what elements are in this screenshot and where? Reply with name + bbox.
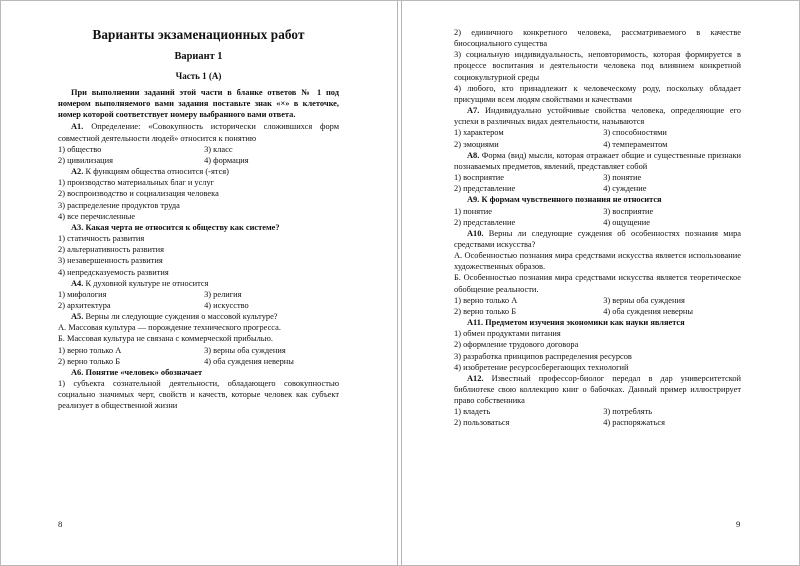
option-a12-1[interactable]: 1) владеть [454,407,491,417]
question-stem-a7 [454,105,741,127]
option-a5-4[interactable]: 4) оба суждения неверны [204,356,294,366]
question-stem-a2 [58,166,339,177]
question-text-a4: К духовной культуре не относится [85,278,209,288]
option-a10-2[interactable]: 2) верно только Б [454,306,517,316]
option-a2-1[interactable]: 1) производство материальных благ и услуг [58,178,215,188]
question-number-a10: A10. [467,228,484,238]
question-number-a6: A6. [71,367,84,377]
option-a4-1[interactable]: 1) мифология [58,289,107,299]
option-a9-1[interactable]: 1) понятие [454,206,492,216]
option-a7-4[interactable]: 4) темпераментом [603,139,668,149]
question-stem-a4 [58,278,339,289]
option-a10-1[interactable]: 1) верно только А [454,295,518,305]
question-text-a7: Индивидуально устойчивые свойства человека, определяющие его успехи в различных видах деятельности, называются [454,106,741,127]
option-a12-2[interactable]: 2) пользоваться [454,418,510,428]
option-a4-4[interactable]: 4) искусство [204,300,249,310]
option-a10-3[interactable]: 3) верны оба суждения [603,295,685,305]
part-heading: Часть 1 (A) [175,71,222,81]
question-text-a12: Известный профессор-биолог передал в дар университетской библиотеке свою коллекцию книг о бабочках. Данный пример иллюстрирует право собственника [454,373,742,406]
option-row [454,306,741,317]
option-row [454,183,741,194]
option-row [454,406,741,417]
question-text-a3: Какая черта не относится к обществу как системе? [85,222,280,232]
question-number-a8: A8. [467,150,480,160]
question-text-a2: К функциям общества относится (-ятся) [85,167,229,177]
option-a6-1[interactable]: 1) субъекта сознательной деятельности, обладающего совокупностью социально значимых черт, свойств и качеств, которые человек как субъект реализует в общественной жизни [58,379,339,411]
option-a8-3[interactable]: 3) понятие [603,173,642,183]
question-text-a1: Определение: «Совокупность исторически сложившихся форм совместной деятельности людей» относится к понятию [58,122,340,143]
variant-heading: Вариант 1 [174,51,223,62]
option-row [454,127,741,138]
question-number-a2: A2. [71,167,84,177]
statement-a5-a: А. Массовая культура — порождение технического прогресса. [58,323,281,333]
question-number-a5: A5. [71,312,84,322]
question-text-a11: Предметом изучения экономики как науки является [485,318,685,328]
question-stem-a11 [454,317,741,328]
option-a7-3[interactable]: 3) способностями [603,128,667,138]
option-a11-2[interactable]: 2) оформление трудового договора [454,340,579,350]
question-stem-a8 [454,150,741,172]
option-a3-2[interactable]: 2) альтернативность развития [58,245,164,255]
option-row [454,206,741,217]
option-a8-2[interactable]: 2) представление [454,184,516,194]
question-stem-a5 [58,311,339,322]
question-text-a10: Верны ли следующие суждения об особенностях познания мира средствами искусства? [454,228,741,249]
option-a2-2[interactable]: 2) воспроизводство и социализация человека [58,189,219,199]
question-stem-a9 [454,194,741,205]
page-number-left: 8 [58,519,63,529]
option-a8-4[interactable]: 4) суждение [603,184,647,194]
option-row [454,417,741,428]
question-text-a6: Понятие «человек» обозначает [85,367,203,377]
option-row [454,295,741,306]
option-row [58,356,339,367]
statement-a10-b: Б. Особенностью познания мира средствами искусства является теоретическое обобщение реальности. [454,273,741,294]
question-number-a9: A9. [467,195,480,205]
page-number-right: 9 [736,519,741,529]
option-a6-3[interactable]: 3) социальную индивидуальность, неповторимость, которая формируется в процессе воспитания и деятельности человека под влиянием конкретной социокультурной среды [454,50,741,82]
option-a12-4[interactable]: 4) распоряжаться [603,418,665,428]
option-row [58,144,339,155]
option-a12-3[interactable]: 3) потреблять [603,407,653,417]
option-a6-2[interactable]: 2) единичного конкретного человека, рассматриваемого в качестве биосоциального существа [454,28,741,49]
instructions-paragraph: При выполнении заданий этой части в бланке ответов № 1 под номером выполняемого вами задания поставьте знак «×» в клеточке, номер которой соответствует номеру выбранного вами ответа. [58,88,339,120]
page-right [402,1,800,565]
option-row [58,155,339,166]
question-number-a4: A4. [71,278,84,288]
question-stem-a3 [58,222,339,233]
page-gutter-line-left [397,1,398,565]
option-row [454,217,741,228]
option-a6-4[interactable]: 4) любого, кто принадлежит к человеческому роду, поскольку обладает присущими всем людям свойствами и качествами [454,83,741,104]
option-a8-1[interactable]: 1) восприятие [454,173,504,183]
option-a1-4[interactable]: 4) формация [204,155,249,165]
question-number-a7: A7. [467,106,480,116]
option-a2-3[interactable]: 3) распределение продуктов труда [58,200,180,210]
option-a1-1[interactable]: 1) общество [58,144,102,154]
option-a1-2[interactable]: 2) цивилизация [58,155,113,165]
text-column-left [58,27,339,412]
question-text-a5: Верны ли следующие суждения о массовой культуре? [85,312,278,322]
option-row [454,172,741,183]
option-a10-4[interactable]: 4) оба суждения неверны [603,306,694,316]
option-a5-1[interactable]: 1) верно только А [58,345,122,355]
option-a5-2[interactable]: 2) верно только Б [58,356,121,366]
option-a4-2[interactable]: 2) архитектура [58,300,111,310]
question-text-a9: К формам чувственного познания не относится [481,195,662,205]
question-text-a8: Форма (вид) мысли, которая отражает общие и существенные признаки познаваемых предметов, явлений, представляет собой [454,150,741,171]
option-a3-3[interactable]: 3) незавершенность развития [58,256,163,266]
option-a9-3[interactable]: 3) восприятие [603,206,654,216]
page-title: Варианты экзаменационных работ [92,27,305,42]
text-column-right [454,27,741,429]
option-a3-4[interactable]: 4) непредсказуемость развития [58,267,169,277]
option-a9-4[interactable]: 4) ощущение [603,217,650,227]
option-a11-1[interactable]: 1) обмен продуктами питания [454,329,561,339]
option-row [58,289,339,300]
option-a11-4[interactable]: 4) изобретение ресурсосберегающих технологий [454,362,629,372]
question-stem-a12 [454,373,741,406]
option-a1-3[interactable]: 3) класс [204,144,233,154]
option-a4-3[interactable]: 3) религия [204,289,242,299]
option-a7-1[interactable]: 1) характером [454,128,504,138]
option-row [58,345,339,356]
option-a7-2[interactable]: 2) эмоциями [454,139,499,149]
question-number-a3: A3. [71,222,84,232]
option-row [58,300,339,311]
question-stem-a10 [454,228,741,250]
option-row [454,139,741,150]
question-number-a12: A12. [467,373,484,383]
question-number-a11: A11. [467,318,484,328]
option-a9-2[interactable]: 2) представление [454,217,516,227]
option-a11-3[interactable]: 3) разработка принципов распределения ресурсов [454,351,632,361]
option-a2-4[interactable]: 4) все перечисленные [58,211,136,221]
page-left [2,1,397,565]
statement-a5-b: Б. Массовая культура не связана с коммерческой прибылью. [58,334,273,344]
question-number-a1: A1. [71,122,84,132]
question-stem-a1 [58,121,339,143]
question-stem-a6 [58,367,339,378]
option-a5-3[interactable]: 3) верны оба суждения [204,345,286,355]
option-a3-1[interactable]: 1) статичность развития [58,234,145,244]
statement-a10-a: А. Особенностью познания мира средствами искусства является использование художественных образов. [454,251,741,272]
